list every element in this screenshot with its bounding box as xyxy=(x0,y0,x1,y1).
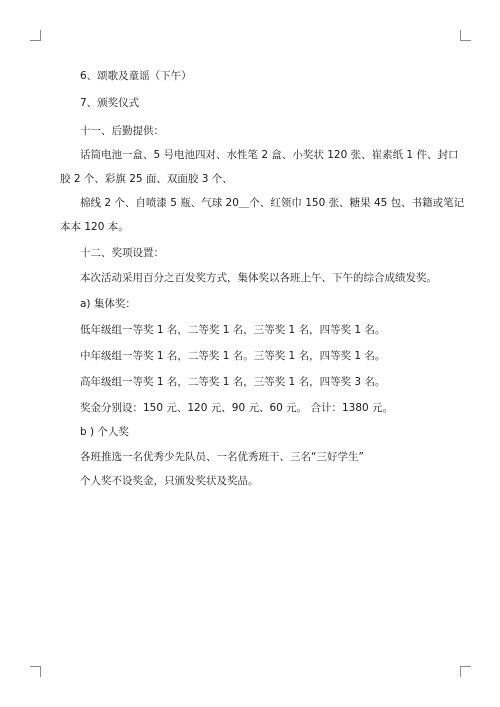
subheading-collective-award: a) 集体奖： xyxy=(80,298,136,310)
paragraph-line: 话筒电池一盒、5 号电池四对、水性笔 2 盒、小奖状 120 张、崔素纸 1 件、封口 xyxy=(80,149,459,161)
paragraph-line: 奖金分别设：150 元、120 元、90 元、60 元。 合计：1380 元。 xyxy=(80,402,394,414)
crop-mark-top-right xyxy=(460,30,471,41)
paragraph-line: 本次活动采用百分之百发奖方式，集体奖以各班上午、下午的综合成绩发奖。 xyxy=(80,272,437,284)
list-item-hymns: 6、颂歌及童谣（下午） xyxy=(80,70,192,82)
list-item-award-ceremony: 7、颁奖仪式 xyxy=(80,97,140,109)
paragraph-line: 棉线 2 个、自喷漆 5 瓶、气球 20＿个、红领巾 150 张、糖果 45 包、书籍或笔记 xyxy=(80,197,465,209)
section-heading-logistics: 十一、后勤提供： xyxy=(80,125,164,137)
paragraph-line: 高年级组一等奖 1 名，二等奖 1 名，三等奖 1 名，四等奖 3 名。 xyxy=(80,376,386,388)
crop-mark-bottom-right xyxy=(460,666,471,677)
crop-mark-bottom-left xyxy=(30,666,41,677)
paragraph-line: 各班推选一名优秀少先队员、一名优秀班干、三名“三好学生” xyxy=(80,451,364,463)
subheading-individual-award: b ) 个人奖 xyxy=(80,426,129,438)
paragraph-line: 低年级组一等奖 1 名，二等奖 1 名，三等奖 1 名，四等奖 1 名。 xyxy=(80,324,386,336)
paragraph-line: 胶 2 个、彩旗 25 面、双面胶 3 个、 xyxy=(60,173,233,185)
section-heading-awards: 十二、奖项设置： xyxy=(80,247,164,259)
crop-mark-top-left xyxy=(30,30,41,41)
paragraph-line: 个人奖不设奖金，只颁发奖状及奖品。 xyxy=(80,475,259,487)
paragraph-line: 本本 120 本。 xyxy=(60,221,129,233)
paragraph-line: 中年级组一等奖 1 名，二等奖 1 名。三等奖 1 名，四等奖 1 名。 xyxy=(80,350,386,362)
